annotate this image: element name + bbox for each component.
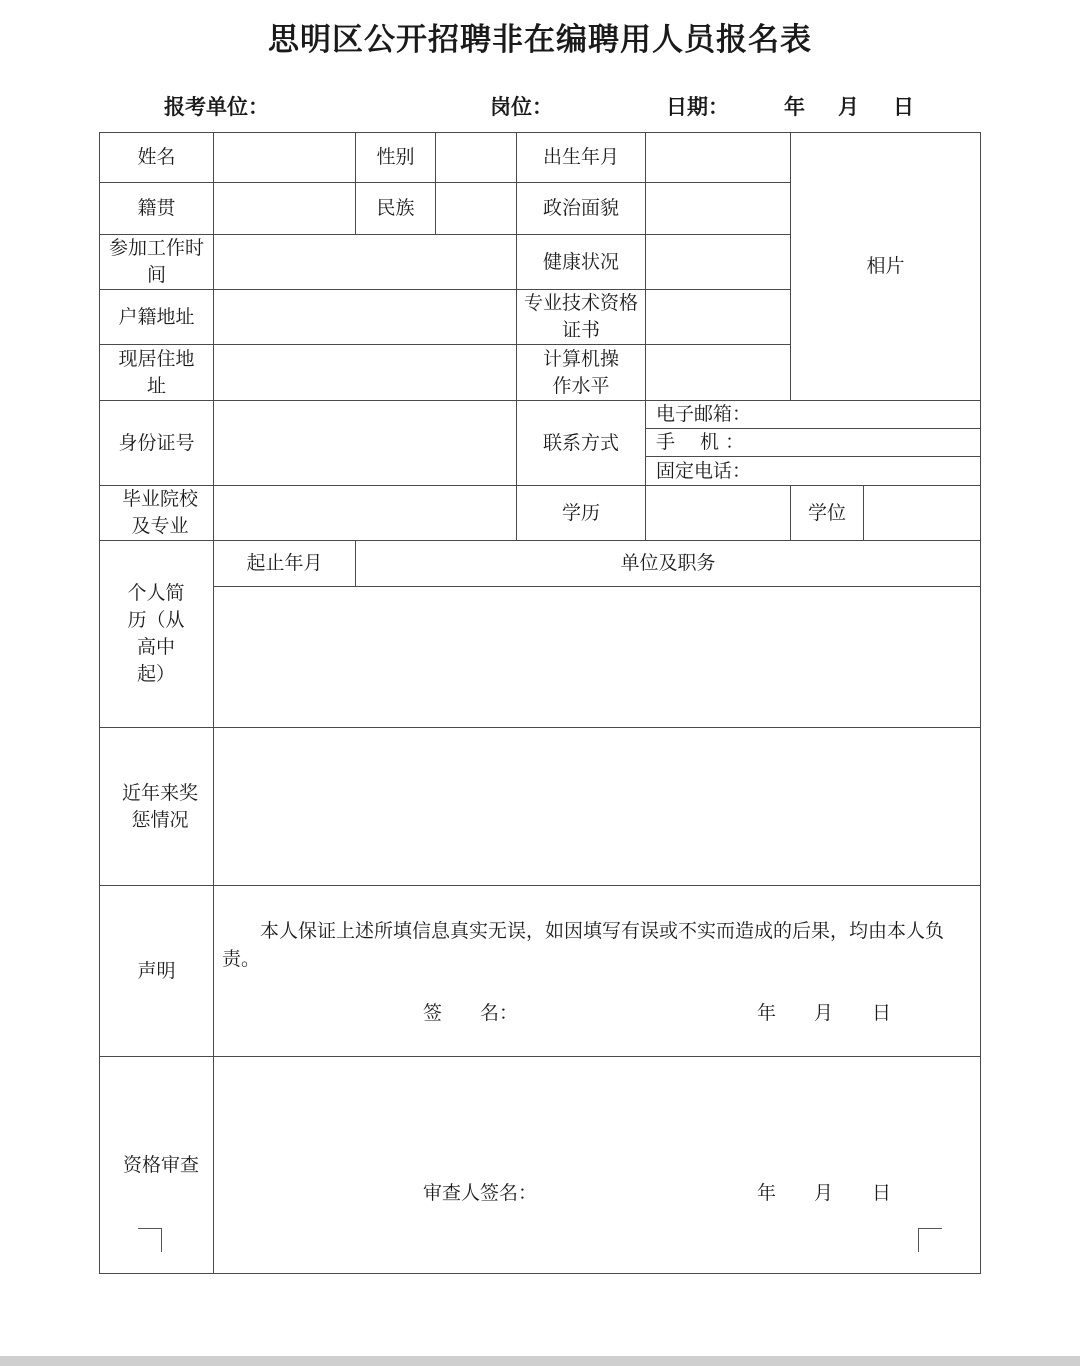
degree-label: 学位 [807,501,846,524]
computer-level-input-cell[interactable] [645,344,791,401]
review-day: 日 [872,1181,892,1204]
declaration-text: 本人保证上述所填信息真实无误，如因填写有误或不实而造成的后果，均由本人负责。 [222,920,945,970]
political-status-input-cell[interactable] [645,182,791,235]
ethnicity-input-cell[interactable] [435,182,517,235]
crop-mark-left-icon [138,1228,162,1252]
qualification-review-label: 资格审查 [122,1153,199,1176]
reviewer-signature-label: 审查人签名： [423,1181,538,1204]
resume-period-header: 起止年月 [246,552,323,574]
education-label: 学历 [561,501,600,524]
id-number-label: 身份证号 [118,431,195,454]
awards-input-area[interactable] [213,727,981,886]
header-unit-label: 报考单位： [164,95,269,119]
bottom-scroll-bar[interactable] [0,1356,1080,1366]
header-day: 日 [893,95,914,119]
resume-position-header: 单位及职务 [620,552,716,574]
review-year: 年 [757,1181,777,1204]
signature-day: 日 [872,1001,892,1024]
resume-label: 个人简历（从高中起） [127,582,185,685]
school-major-label: 毕业院校及专业 [121,488,198,537]
awards-label: 近年来奖惩情况 [121,781,198,831]
review-area[interactable] [213,1056,981,1274]
native-place-label: 籍贯 [137,197,176,219]
mobile-label: 手 机 ： [656,431,745,453]
photo-label: 相片 [866,255,905,277]
work-start-input-cell[interactable] [213,234,517,290]
header-month: 月 [838,95,859,119]
school-major-input-cell[interactable] [213,485,517,541]
current-address-input-cell[interactable] [213,344,517,401]
signature-year: 年 [757,1001,777,1024]
degree-input-cell[interactable] [863,485,981,541]
ethnicity-label: 民族 [376,197,415,219]
birth-label: 出生年月 [542,146,619,168]
health-label: 健康状况 [542,250,619,273]
name-label: 姓名 [137,146,176,168]
professional-cert-input-cell[interactable] [645,289,791,345]
email-label: 电子邮箱： [656,403,752,425]
crop-mark-right-icon [918,1228,942,1252]
gender-label: 性别 [376,146,415,168]
health-input-cell[interactable] [645,234,791,290]
form-title: 思明区公开招聘非在编聘用人员报名表 [268,22,812,58]
id-number-input-cell[interactable] [213,400,517,486]
review-month: 月 [814,1181,834,1204]
current-address-label: 现居住地址 [118,347,195,397]
header-post-label: 岗位： [490,95,553,119]
work-start-label: 参加工作时间 [108,237,204,286]
name-input-cell[interactable] [213,132,356,183]
header-year: 年 [784,95,805,119]
signature-month: 月 [814,1001,834,1024]
birth-input-cell[interactable] [645,132,791,183]
signature-label: 签 名： [423,1001,519,1024]
landline-label: 固定电话： [656,459,752,482]
native-place-input-cell[interactable] [213,182,356,235]
professional-cert-label: 专业技术资格证书 [524,292,639,341]
contact-label: 联系方式 [542,431,619,454]
gender-input-cell[interactable] [435,132,517,183]
political-status-label: 政治面貌 [542,197,619,219]
resume-input-area[interactable] [213,586,981,728]
household-address-label: 户籍地址 [118,305,195,328]
header-date-label: 日期： [666,95,729,119]
declaration-label: 声明 [137,959,176,982]
computer-level-label: 计算机操作水平 [542,347,619,397]
household-address-input-cell[interactable] [213,289,517,345]
education-input-cell[interactable] [645,485,791,541]
